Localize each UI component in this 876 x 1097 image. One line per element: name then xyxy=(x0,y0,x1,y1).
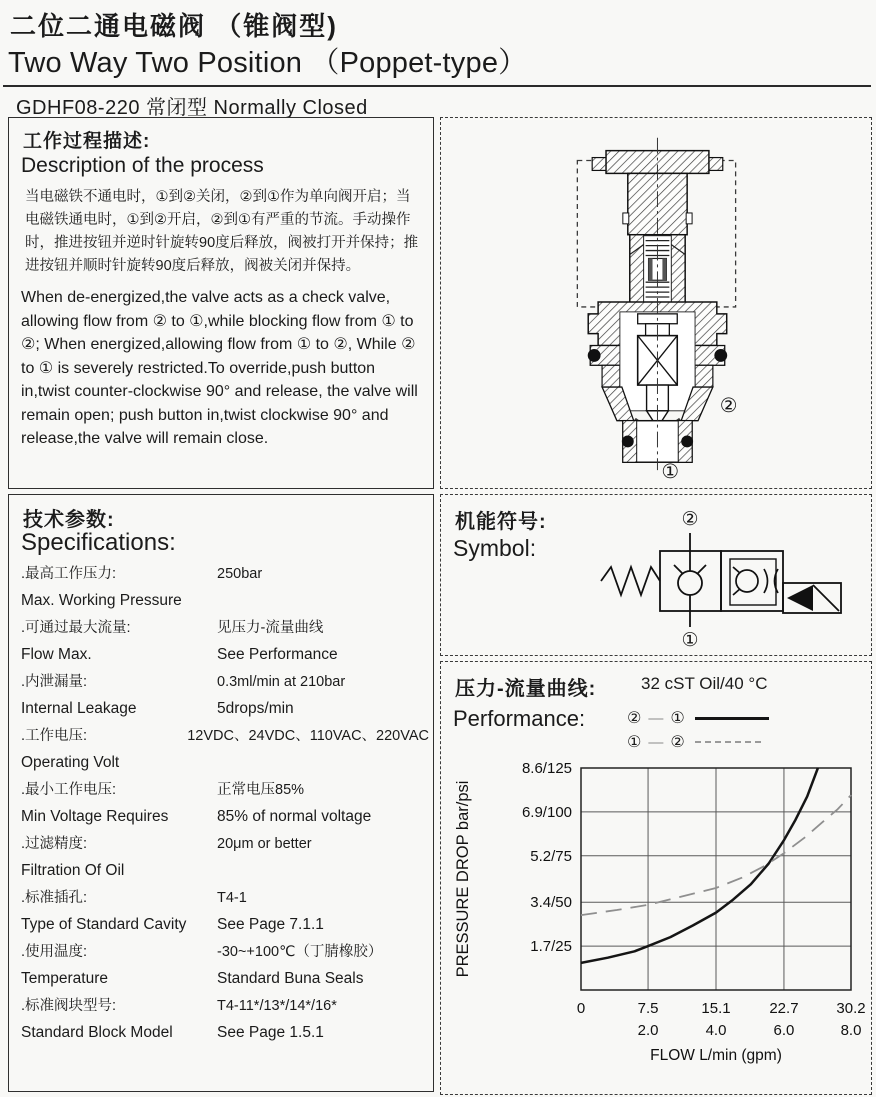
spec-label-en: Operating Volt xyxy=(21,754,120,771)
drawing-side-port-label: ② xyxy=(719,394,738,417)
performance-heading-cn: 压力-流量曲线: xyxy=(455,678,597,700)
spec-row-filtration xyxy=(15,831,429,884)
spec-label-cn: .最高工作压力: xyxy=(21,566,117,582)
spec-label-en: Max. Working Pressure xyxy=(21,592,182,609)
spec-row-standard-cavity xyxy=(15,885,429,938)
performance-chart xyxy=(446,758,866,1073)
hydraulic-symbol xyxy=(583,507,855,649)
svg-text:30.2: 30.2 xyxy=(836,1000,866,1017)
symbol-heading-en: Symbol: xyxy=(453,535,537,561)
spec-row-min-voltage xyxy=(15,777,429,830)
spec-label-en: Internal Leakage xyxy=(21,700,137,717)
svg-text:6.0: 6.0 xyxy=(773,1022,795,1039)
spec-row-standard-block xyxy=(15,993,429,1046)
specs-heading-en: Specifications: xyxy=(21,529,176,556)
legend-separator: — xyxy=(648,733,664,751)
spec-label-en: Flow Max. xyxy=(21,646,92,663)
performance-section xyxy=(440,661,872,1095)
spec-row-operating-volt xyxy=(15,723,429,776)
spec-value: T4-1 xyxy=(217,890,247,906)
spec-value: T4-11*/13*/14*/16* xyxy=(217,998,337,1014)
page-title-chinese: 二位二通电磁阀 （锥阀型) xyxy=(10,11,338,41)
spec-value: 0.3ml/min at 210bar xyxy=(217,674,346,690)
svg-text:8.6/125: 8.6/125 xyxy=(521,760,572,777)
page-title-english: Two Way Two Position （Poppet-type） xyxy=(8,47,528,79)
spec-label-en: Min Voltage Requires xyxy=(21,808,169,825)
spec-value-2 xyxy=(217,587,429,614)
svg-text:7.5: 7.5 xyxy=(637,1000,659,1017)
spec-label-cn: .可通过最大流量: xyxy=(21,620,131,636)
spec-row-flow-max xyxy=(15,615,429,668)
specifications-section xyxy=(8,494,434,1092)
spec-label-cn: .工作电压: xyxy=(21,728,88,744)
spec-label-cn: .过滤精度: xyxy=(21,836,88,852)
svg-text:PRESSURE DROP bar/psi: PRESSURE DROP bar/psi xyxy=(454,780,472,978)
svg-text:4.0: 4.0 xyxy=(705,1022,727,1039)
description-body-en: When de-energized,the valve acts as a check valve, allowing flow from ② to ①,while blocking flow from ① to ②; When energized,allowing flow from ① to ②, While ② to ① is severely restricted.To override,push button in,twist counter-clockwise 90° and release, the valve will remain open; push button in,twist clockwise 90° and release,the valve will remain close. xyxy=(21,289,418,447)
spec-value: 20μm or better xyxy=(217,836,312,852)
description-section xyxy=(8,117,434,489)
check-valve-symbol xyxy=(674,533,706,627)
description-body-cn: 当电磁铁不通电时，①到②关闭，②到①作为单向阀开启；当电磁铁通电时，①到②开启，②到①有严重的节流。手动操作时，推进按钮并逆时针旋转90度后释放，阀被打开并保持；推进按钮并顺时针旋转90度后释放，阀被关闭并保持。 xyxy=(25,189,419,274)
spec-value-2 xyxy=(217,857,429,884)
spec-row-max-working-pressure xyxy=(15,561,429,614)
model-heading: GDHF08-220 常闭型 Normally Closed xyxy=(16,97,368,119)
legend-port: ① xyxy=(627,734,642,751)
symbol-bottom-port-label: ① xyxy=(681,630,699,649)
spec-value: 见压力-流量曲线 xyxy=(217,620,324,636)
spec-row-internal-leakage xyxy=(15,669,429,722)
symbol-heading-cn: 机能符号: xyxy=(455,511,547,533)
svg-text:15.1: 15.1 xyxy=(701,1000,731,1017)
legend-separator: — xyxy=(648,709,664,727)
spec-label-en: Type of Standard Cavity xyxy=(21,916,187,933)
spec-label-cn: .使用温度: xyxy=(21,944,88,960)
solid-line-sample xyxy=(695,717,769,720)
spec-value: 正常电压85% xyxy=(217,782,305,798)
svg-text:8.0: 8.0 xyxy=(840,1022,862,1039)
svg-text:5.2/75: 5.2/75 xyxy=(530,847,572,865)
spec-row-temperature xyxy=(15,939,429,992)
spec-label-cn: .最小工作电压: xyxy=(21,782,117,798)
legend-row-dashed xyxy=(627,730,769,754)
spec-value-2: See Performance xyxy=(217,646,338,663)
drawing-bottom-port-label: ① xyxy=(661,461,680,484)
dashed-line-sample xyxy=(695,741,761,743)
spec-label-en: Temperature xyxy=(21,970,109,987)
thread-wall-right xyxy=(695,365,713,387)
svg-text:3.4/50: 3.4/50 xyxy=(530,894,572,912)
svg-text:1.7/25: 1.7/25 xyxy=(530,938,572,956)
spec-value: -30~+100℃（丁腈橡胶） xyxy=(217,944,383,960)
description-heading-cn: 工作过程描述: xyxy=(23,131,151,152)
title-divider xyxy=(3,85,871,87)
oil-condition-note: 32 cST Oil/40 °C xyxy=(641,674,768,693)
spec-value-2: 85% of normal voltage xyxy=(217,808,372,825)
legend-port: ② xyxy=(627,710,642,727)
svg-text:2.0: 2.0 xyxy=(637,1022,659,1039)
spec-value: 12VDC、24VDC、110VAC、220VAC xyxy=(187,728,429,744)
spec-value-2: Standard Buna Seals xyxy=(217,970,364,987)
spec-label-cn: .标准阀块型号: xyxy=(21,998,117,1014)
chart-legend xyxy=(627,706,769,754)
svg-text:6.9/100: 6.9/100 xyxy=(521,803,572,821)
valve-cross-section-drawing xyxy=(441,118,868,484)
solenoid-symbol xyxy=(783,583,841,613)
spec-label-en: Filtration Of Oil xyxy=(21,862,125,879)
restricted-flow-symbol xyxy=(730,559,778,605)
symbol-section xyxy=(440,494,872,656)
valve-drawing-section xyxy=(440,117,872,489)
svg-text:22.7: 22.7 xyxy=(769,1000,799,1017)
spec-value-2: See Page 1.5.1 xyxy=(217,1024,324,1041)
thread-wall-left xyxy=(602,365,620,387)
spec-label-en: Standard Block Model xyxy=(21,1024,173,1041)
spec-label-cn: .内泄漏量: xyxy=(21,674,88,690)
performance-heading-en: Performance: xyxy=(453,706,586,731)
spec-value-2 xyxy=(187,749,429,776)
spec-label-cn: .标准插孔: xyxy=(21,890,88,906)
svg-text:0: 0 xyxy=(576,1000,586,1017)
spec-value-2: 5drops/min xyxy=(217,700,294,717)
spec-value: 250bar xyxy=(217,566,263,582)
legend-port: ② xyxy=(670,734,685,751)
legend-port: ① xyxy=(670,710,685,727)
specs-table xyxy=(15,561,429,1047)
symbol-top-port-label: ② xyxy=(681,509,699,530)
spec-value-2: See Page 7.1.1 xyxy=(217,916,324,933)
legend-row-solid xyxy=(627,706,769,730)
svg-text:FLOW L/min (gpm): FLOW L/min (gpm) xyxy=(650,1047,782,1064)
description-heading-en: Description of the process xyxy=(21,154,264,177)
specs-heading-cn: 技术参数: xyxy=(23,509,115,531)
spring-symbol xyxy=(601,567,660,595)
